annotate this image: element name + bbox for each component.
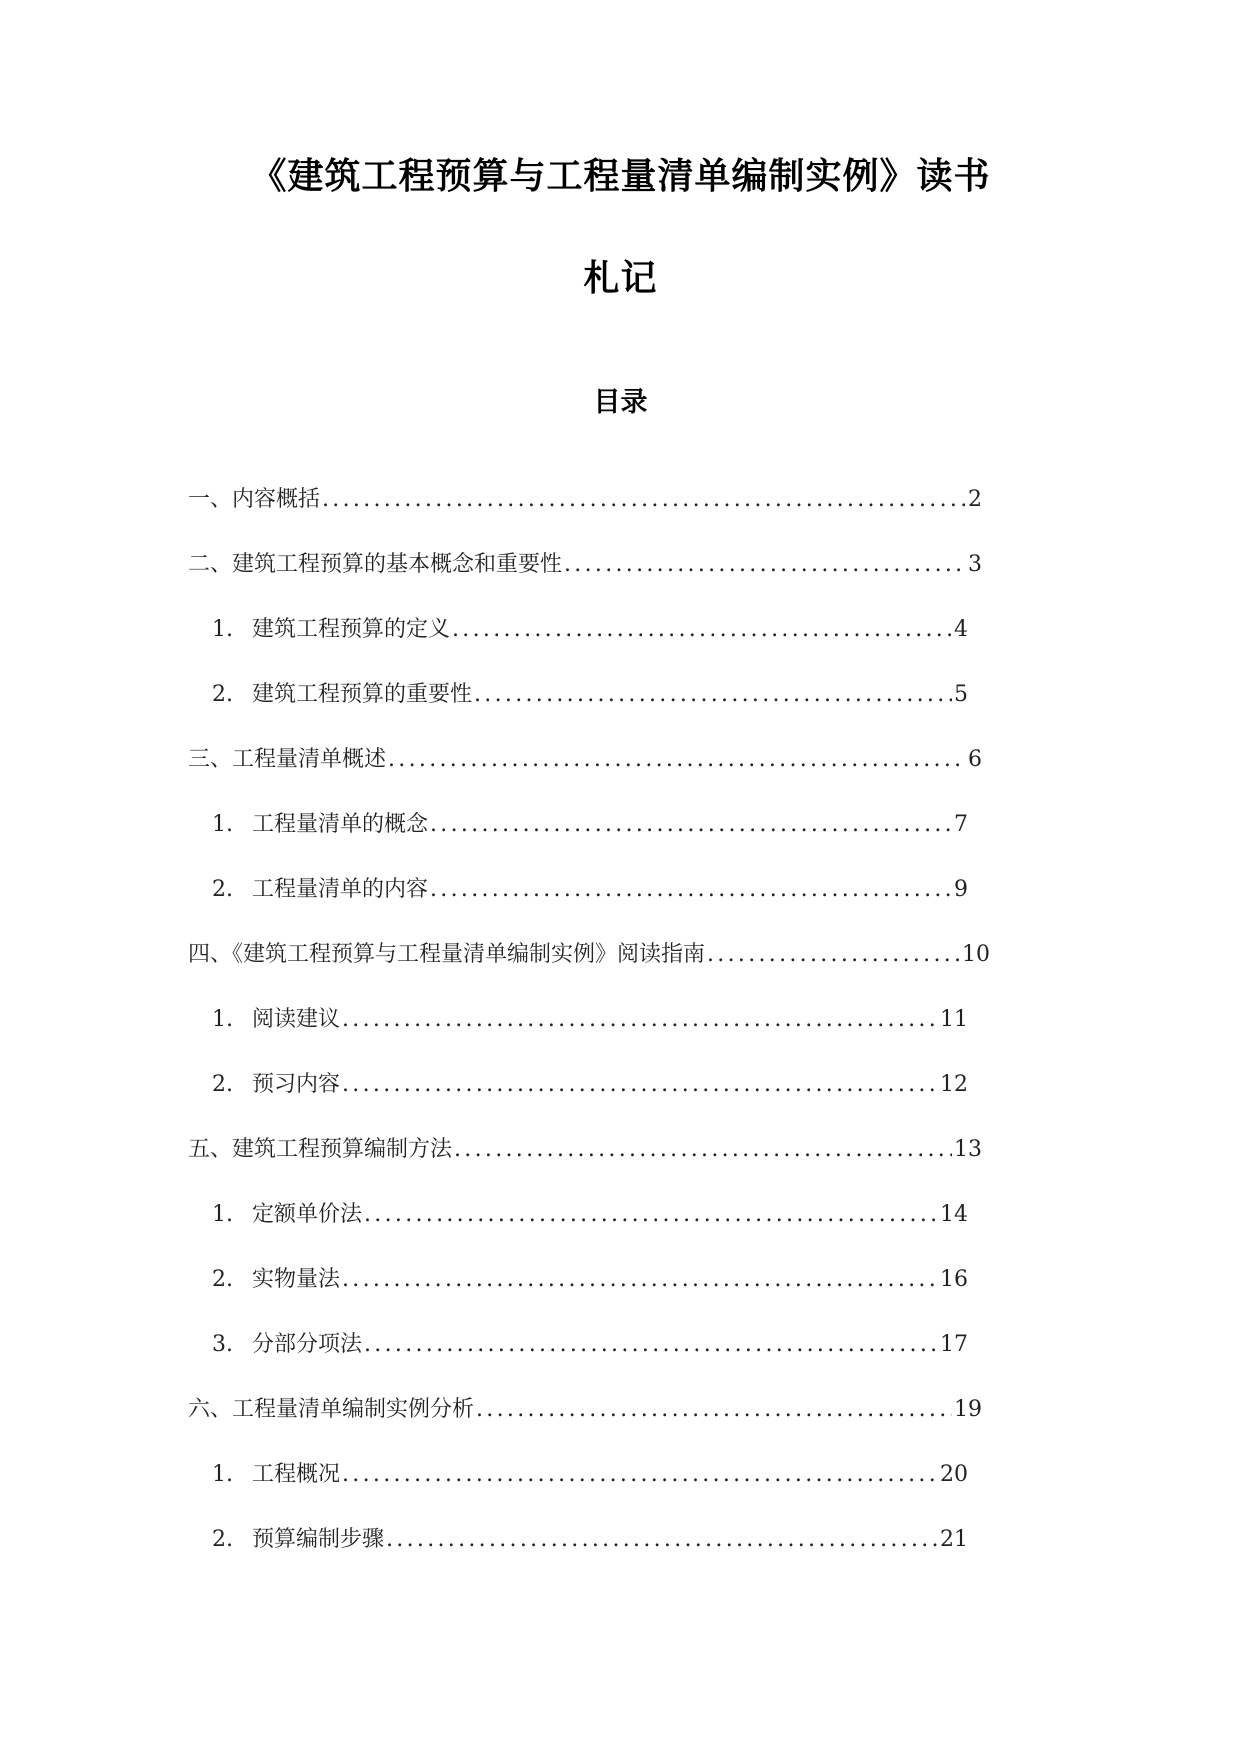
toc-entry[interactable] [188, 937, 990, 973]
toc-dot-leader [386, 1527, 938, 1552]
toc-entry-label: 阅读建议 [252, 1007, 341, 1032]
toc-entry[interactable] [212, 677, 968, 713]
toc-entry-number: 2. [212, 1072, 233, 1097]
toc-entry-page-number: 7 [954, 812, 968, 837]
toc-entry-page-number: 16 [940, 1267, 968, 1292]
toc-entry-page-number: 13 [954, 1137, 982, 1162]
toc-dot-leader [454, 1137, 952, 1162]
toc-entry[interactable] [212, 1067, 968, 1103]
toc-entry-number: 1. [212, 1007, 233, 1032]
toc-entry-number: 2. [212, 877, 233, 902]
toc-entry[interactable] [188, 547, 982, 583]
toc-entry-label: 二、建筑工程预算的基本概念和重要性 [188, 552, 563, 577]
toc-entry-page-number: 12 [940, 1072, 968, 1097]
toc-entry[interactable] [212, 1197, 968, 1233]
toc-heading: 目录 [593, 387, 648, 418]
toc-entry[interactable] [188, 482, 982, 518]
toc-entry-label: 实物量法 [252, 1267, 341, 1292]
toc-entry[interactable] [212, 1002, 968, 1038]
toc-entry-page-number: 17 [940, 1332, 968, 1357]
toc-entry-label: 建筑工程预算的重要性 [252, 682, 473, 707]
toc-dot-leader [342, 1267, 938, 1292]
toc-entry[interactable] [212, 807, 968, 843]
toc-entry-label: 三、工程量清单概述 [188, 747, 387, 772]
toc-entry-label: 一、内容概括 [188, 487, 321, 512]
toc-dot-leader [342, 1462, 938, 1487]
toc-entry-page-number: 21 [940, 1527, 968, 1552]
toc-entry-label: 工程量清单的内容 [252, 877, 429, 902]
toc-entry-page-number: 14 [940, 1202, 968, 1227]
toc-entry-label: 四、《建筑工程预算与工程量清单编制实例》阅读指南 [188, 942, 706, 967]
toc-entry-number: 1. [212, 812, 233, 837]
toc-dot-leader [476, 1397, 952, 1422]
toc-entry-page-number: 6 [968, 747, 982, 772]
toc-entry[interactable] [212, 1522, 968, 1558]
toc-entry-page-number: 9 [954, 877, 968, 902]
toc-entry-label: 分部分项法 [252, 1332, 363, 1357]
toc-entry[interactable] [188, 1132, 982, 1168]
toc-entry-number: 1. [212, 1462, 233, 1487]
toc-entry-page-number: 10 [962, 942, 990, 967]
toc-entry[interactable] [212, 1327, 968, 1363]
toc-entry[interactable] [188, 742, 982, 778]
toc-entry-page-number: 4 [954, 617, 968, 642]
toc-dot-leader [364, 1202, 938, 1227]
toc-dot-leader [430, 812, 952, 837]
toc-entry[interactable] [212, 1457, 968, 1493]
toc-entry-label: 工程概况 [252, 1462, 341, 1487]
toc-entry-page-number: 11 [940, 1007, 968, 1032]
toc-entry-label: 六、工程量清单编制实例分析 [188, 1397, 475, 1422]
toc-entry-label: 五、建筑工程预算编制方法 [188, 1137, 453, 1162]
toc-entry[interactable] [212, 1262, 968, 1298]
toc-dot-leader [342, 1072, 938, 1097]
toc-entry-page-number: 2 [968, 487, 982, 512]
document-title-line1: 《建筑工程预算与工程量清单编制实例》读书 [250, 156, 991, 197]
toc-dot-leader [430, 877, 952, 902]
toc-entry-label: 预算编制步骤 [252, 1527, 385, 1552]
toc-entry-label: 预习内容 [252, 1072, 341, 1097]
toc-entry-label: 工程量清单的概念 [252, 812, 429, 837]
toc-dot-leader [474, 682, 952, 707]
toc-dot-leader [388, 747, 966, 772]
toc-entry[interactable] [188, 1392, 982, 1428]
toc-entry-page-number: 19 [954, 1397, 982, 1422]
toc-dot-leader [322, 487, 966, 512]
toc-entry-page-number: 3 [968, 552, 982, 577]
toc-entry-number: 1. [212, 1202, 233, 1227]
toc-dot-leader [452, 617, 952, 642]
toc-entry-label: 定额单价法 [252, 1202, 363, 1227]
toc-entry-page-number: 5 [954, 682, 968, 707]
toc-dot-leader [342, 1007, 938, 1032]
toc-entry[interactable] [212, 872, 968, 908]
toc-entry-number: 2. [212, 682, 233, 707]
toc-entry-label: 建筑工程预算的定义 [252, 617, 451, 642]
document-title-line2: 札记 [583, 258, 658, 299]
toc-entry-number: 2. [212, 1527, 233, 1552]
toc-entry-page-number: 20 [940, 1462, 968, 1487]
toc-entry-number: 3. [212, 1332, 233, 1357]
toc-entry-number: 2. [212, 1267, 233, 1292]
toc-dot-leader [364, 1332, 938, 1357]
toc-entry[interactable] [212, 612, 968, 648]
toc-dot-leader [564, 552, 966, 577]
toc-dot-leader [707, 942, 960, 967]
toc-entry-number: 1. [212, 617, 233, 642]
